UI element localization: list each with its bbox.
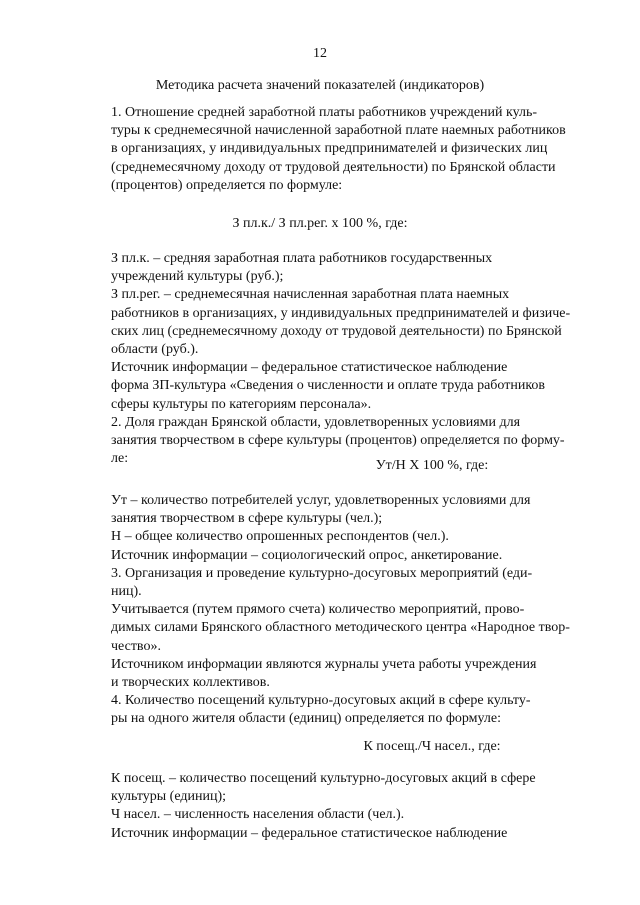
- paragraph-definitions-2: Ут – количество потребителей услуг, удовлетворенных условиями для занятия творчеством в сфере культуры (чел.); Н – общее количество опрошенных респондентов (чел.). Источник информации – социологический опрос, анкетирование. 3. Организация и проведение культурно-досуговых мероприятий (еди- ниц). Учитывается (путем прямого счета) количество мероприятий, прово- димых силами Брянского областного методического центра «Народное твор- чество». Источником информации являются журналы учета работы учреждения и творческих коллективов. 4. Количество посещений культурно-досуговых акций в сфере культу- ры на одного жителя области (единиц) определяется по формуле:: [111, 493, 570, 727]
- formula-salary-ratio: З пл.к./ З пл.рег. х 100 %, где:: [232, 216, 408, 231]
- page-title: Методика расчета значений показателей (индикаторов): [155, 78, 485, 93]
- paragraph-definitions-3: К посещ. – количество посещений культурно-досуговых акций в сфере культуры (единиц); Ч насел. – численность населения области (чел.). Источник информации – федеральное статистическое наблюдение: [111, 771, 536, 841]
- formula-satisfaction-share: Ут/Н Х 100 %, где:: [375, 458, 489, 473]
- paragraph-indicator-1: 1. Отношение средней заработной платы работников учреждений куль- туры к среднемесячной начисленной заработной плате наемных работников в организациях, у индивидуальных предпринимателей и физических лиц (среднемесячному доходу от трудовой деятельности) по Брянской области (процентов) определяется по формуле:: [111, 105, 566, 193]
- page-number: 12: [313, 46, 327, 61]
- formula-visits-per-capita: К посещ./Ч насел., где:: [363, 739, 501, 754]
- paragraph-definitions-1: З пл.к. – средняя заработная плата работников государственных учреждений культуры (руб.); З пл.рег. – среднемесячная начисленная заработная плата наемных работников в организациях, у индивидуальных предпринимателей и физиче- ских лиц (среднемесячному доходу от трудовой деятельности) по Брянской области (руб.). Источник информации – федеральное статистическое наблюдение форма ЗП-культура «Сведения о численности и оплате труда работников сферы культуры по категориям персонала». 2. Доля граждан Брянской области, удовлетворенных условиями для занятия творчеством в сфере культуры (процентов) определяется по форму- ле:: [111, 251, 571, 467]
